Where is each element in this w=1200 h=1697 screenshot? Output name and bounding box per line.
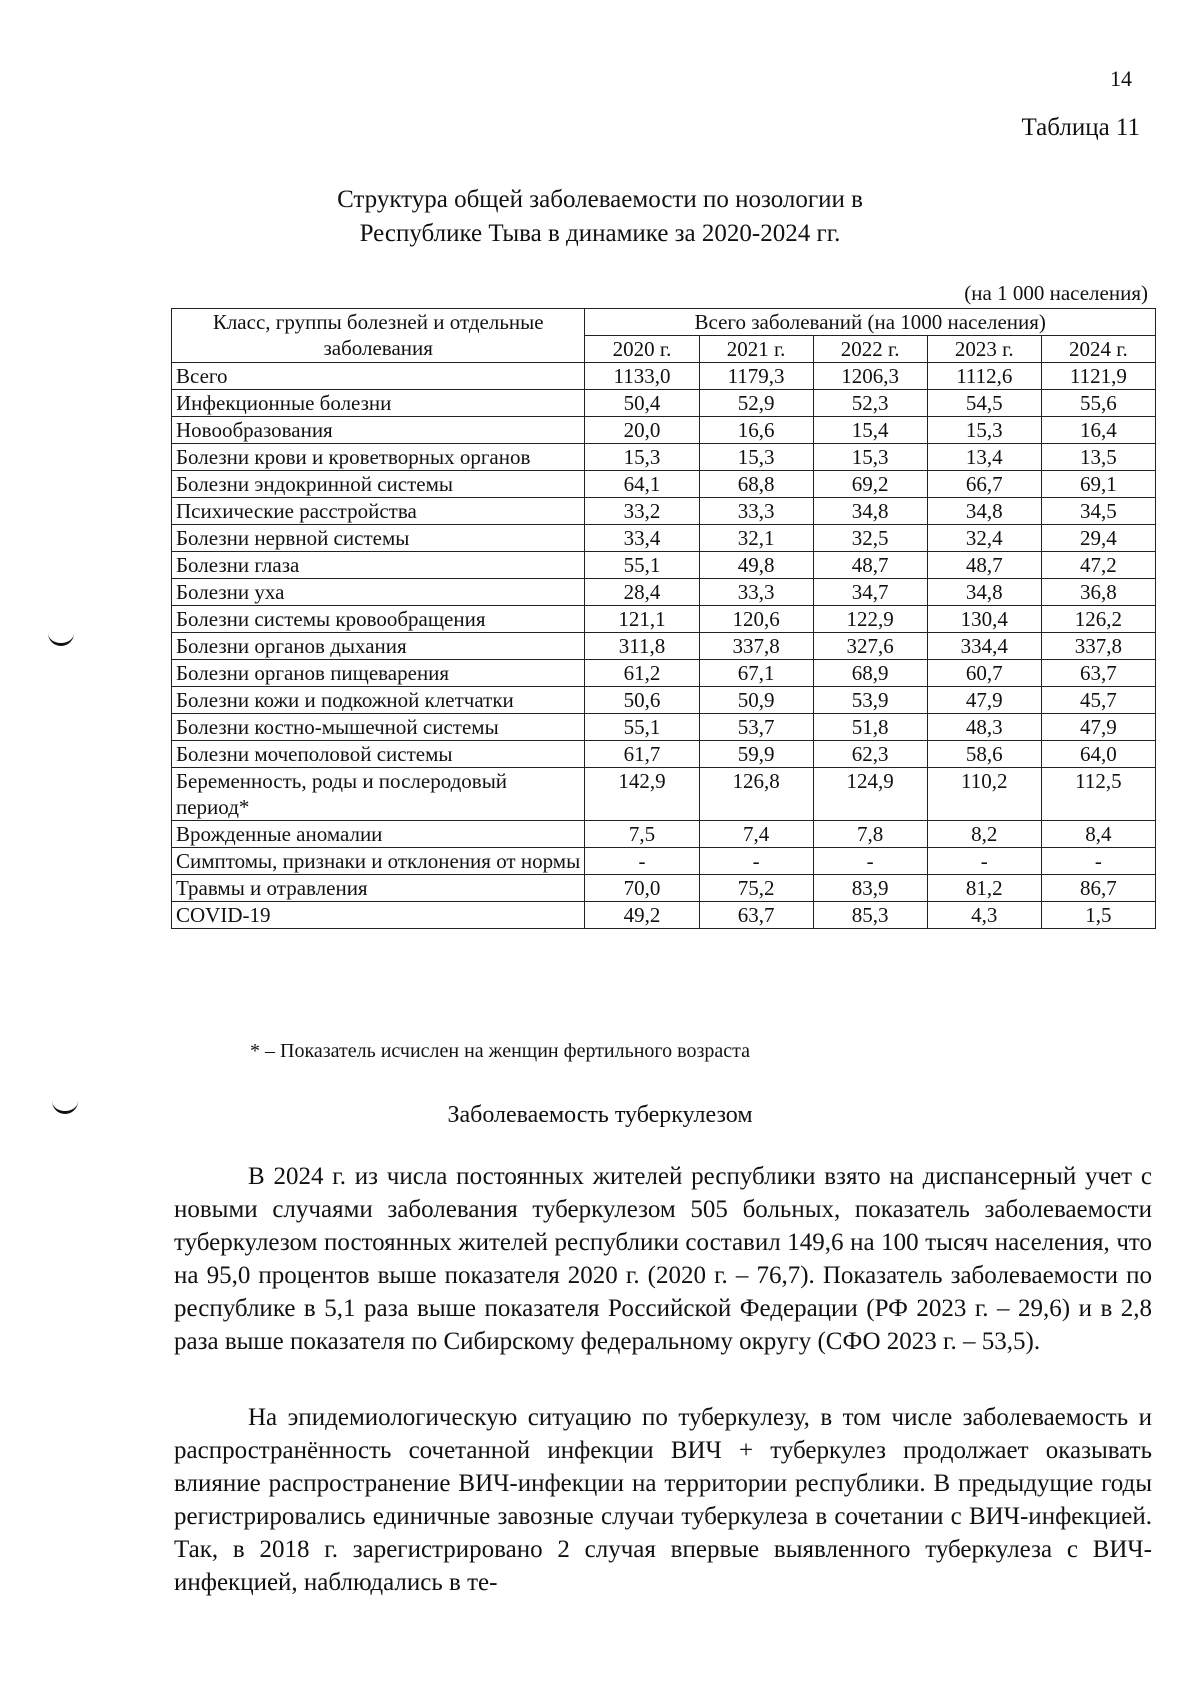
disease-class-cell: Симптомы, признаки и отклонения от нормы: [172, 848, 585, 875]
value-cell: 327,6: [813, 633, 927, 660]
value-cell: 34,8: [927, 579, 1041, 606]
value-cell: 62,3: [813, 741, 927, 768]
value-cell: 47,9: [1041, 714, 1155, 741]
disease-class-cell: Болезни кожи и подкожной клетчатки: [172, 687, 585, 714]
value-cell: 33,3: [699, 498, 813, 525]
paragraph: На эпидемиологическую ситуацию по туберкулезу, в том числе заболеваемость и распространённость сочетанной инфекции ВИЧ + туберкулез продолжает оказывать влияние распространение ВИЧ-инфекции на территории республики. В предыдущие годы регистрировались единичные завозные случаи туберкулеза в сочетании с ВИЧ-инфекцией. Так, в 2018 г. зарегистрировано 2 случая впервые выявленного туберкулеза с ВИЧ-инфекцией, наблюдались в те-: [174, 1404, 1152, 1596]
table-row: [172, 417, 1156, 444]
table-row: [172, 741, 1156, 768]
value-cell: 63,7: [699, 902, 813, 929]
value-cell: 51,8: [813, 714, 927, 741]
value-cell: 13,4: [927, 444, 1041, 471]
value-cell: 47,2: [1041, 552, 1155, 579]
group-header-cell: Всего заболеваний (на 1000 населения): [585, 309, 1156, 336]
table-row: [172, 606, 1156, 633]
year-header: 2023 г.: [927, 336, 1041, 363]
value-cell: 58,6: [927, 741, 1041, 768]
table-row: [172, 363, 1156, 390]
value-cell: 1112,6: [927, 363, 1041, 390]
value-cell: 337,8: [699, 633, 813, 660]
disease-class-cell: Болезни органов дыхания: [172, 633, 585, 660]
disease-class-cell: Болезни мочеполовой системы: [172, 741, 585, 768]
value-cell: 33,2: [585, 498, 699, 525]
value-cell: 64,1: [585, 471, 699, 498]
value-cell: 1121,9: [1041, 363, 1155, 390]
value-cell: 33,3: [699, 579, 813, 606]
value-cell: 337,8: [1041, 633, 1155, 660]
value-cell: 1179,3: [699, 363, 813, 390]
value-cell: 61,7: [585, 741, 699, 768]
value-cell: 15,3: [813, 444, 927, 471]
table-row: [172, 633, 1156, 660]
value-cell: 66,7: [927, 471, 1041, 498]
value-cell: 7,8: [813, 821, 927, 848]
table-row: [172, 552, 1156, 579]
value-cell: 32,5: [813, 525, 927, 552]
table-title: [0, 183, 1200, 251]
table-row: [172, 660, 1156, 687]
year-header: 2021 г.: [699, 336, 813, 363]
value-cell: 29,4: [1041, 525, 1155, 552]
value-cell: 13,5: [1041, 444, 1155, 471]
value-cell: 334,4: [927, 633, 1041, 660]
value-cell: 142,9: [585, 768, 699, 821]
value-cell: 1133,0: [585, 363, 699, 390]
disease-class-cell: Болезни глаза: [172, 552, 585, 579]
value-cell: 50,6: [585, 687, 699, 714]
value-cell: 112,5: [1041, 768, 1155, 821]
disease-class-cell: Новообразования: [172, 417, 585, 444]
value-cell: 53,9: [813, 687, 927, 714]
value-cell: 20,0: [585, 417, 699, 444]
value-cell: 16,6: [699, 417, 813, 444]
table-row: [172, 390, 1156, 417]
value-cell: 36,8: [1041, 579, 1155, 606]
year-header: 2024 г.: [1041, 336, 1155, 363]
value-cell: 124,9: [813, 768, 927, 821]
value-cell: 34,7: [813, 579, 927, 606]
value-cell: 68,9: [813, 660, 927, 687]
table-row: [172, 902, 1156, 929]
value-cell: 48,7: [927, 552, 1041, 579]
value-cell: 48,7: [813, 552, 927, 579]
value-cell: 33,4: [585, 525, 699, 552]
value-cell: -: [699, 848, 813, 875]
page-number: 14: [1110, 66, 1132, 91]
value-cell: 15,3: [585, 444, 699, 471]
value-cell: 130,4: [927, 606, 1041, 633]
value-cell: 55,1: [585, 714, 699, 741]
value-cell: 15,4: [813, 417, 927, 444]
disease-class-cell: Болезни системы кровообращения: [172, 606, 585, 633]
value-cell: 122,9: [813, 606, 927, 633]
value-cell: 8,4: [1041, 821, 1155, 848]
value-cell: 54,5: [927, 390, 1041, 417]
value-cell: 70,0: [585, 875, 699, 902]
disease-class-cell: Болезни нервной системы: [172, 525, 585, 552]
value-cell: 8,2: [927, 821, 1041, 848]
value-cell: 15,3: [927, 417, 1041, 444]
value-cell: 60,7: [927, 660, 1041, 687]
value-cell: 68,8: [699, 471, 813, 498]
value-cell: 55,1: [585, 552, 699, 579]
value-cell: 81,2: [927, 875, 1041, 902]
table-row: [172, 498, 1156, 525]
value-cell: 32,4: [927, 525, 1041, 552]
value-cell: 75,2: [699, 875, 813, 902]
value-cell: -: [585, 848, 699, 875]
table-row: [172, 579, 1156, 606]
value-cell: 48,3: [927, 714, 1041, 741]
value-cell: 85,3: [813, 902, 927, 929]
value-cell: 126,2: [1041, 606, 1155, 633]
margin-mark-1: [48, 633, 74, 646]
table-row: [172, 768, 1156, 821]
value-cell: 1,5: [1041, 902, 1155, 929]
disease-class-cell: Психические расстройства: [172, 498, 585, 525]
value-cell: -: [813, 848, 927, 875]
disease-class-cell: Инфекционные болезни: [172, 390, 585, 417]
value-cell: 50,4: [585, 390, 699, 417]
table-row: [172, 687, 1156, 714]
disease-class-cell: Болезни крови и кроветворных органов: [172, 444, 585, 471]
table-title-line-2: Республике Тыва в динамике за 2020-2024 гг.: [359, 220, 841, 247]
table-row: [172, 848, 1156, 875]
value-cell: 47,9: [927, 687, 1041, 714]
value-cell: 311,8: [585, 633, 699, 660]
value-cell: 52,3: [813, 390, 927, 417]
table-body: [172, 363, 1156, 929]
value-cell: -: [927, 848, 1041, 875]
value-cell: 86,7: [1041, 875, 1155, 902]
value-cell: 55,6: [1041, 390, 1155, 417]
value-cell: 59,9: [699, 741, 813, 768]
disease-class-cell: Травмы и отравления: [172, 875, 585, 902]
row-header-cell: Класс, группы болезней и отдельные заболевания: [172, 309, 585, 363]
value-cell: 16,4: [1041, 417, 1155, 444]
disease-class-cell: Болезни эндокринной системы: [172, 471, 585, 498]
value-cell: 52,9: [699, 390, 813, 417]
table-row: [172, 821, 1156, 848]
disease-class-cell: Врожденные аномалии: [172, 821, 585, 848]
value-cell: 34,5: [1041, 498, 1155, 525]
value-cell: 126,8: [699, 768, 813, 821]
value-cell: 61,2: [585, 660, 699, 687]
value-cell: 32,1: [699, 525, 813, 552]
value-cell: 49,2: [585, 902, 699, 929]
table-row: [172, 471, 1156, 498]
disease-class-cell: Болезни уха: [172, 579, 585, 606]
table-row: [172, 875, 1156, 902]
value-cell: 110,2: [927, 768, 1041, 821]
value-cell: 34,8: [813, 498, 927, 525]
value-cell: 7,4: [699, 821, 813, 848]
value-cell: 69,2: [813, 471, 927, 498]
value-cell: 69,1: [1041, 471, 1155, 498]
value-cell: 1206,3: [813, 363, 927, 390]
year-header: 2022 г.: [813, 336, 927, 363]
value-cell: 4,3: [927, 902, 1041, 929]
value-cell: 121,1: [585, 606, 699, 633]
value-cell: 67,1: [699, 660, 813, 687]
value-cell: 34,8: [927, 498, 1041, 525]
value-cell: 28,4: [585, 579, 699, 606]
units-note: (на 1 000 населения): [964, 281, 1148, 305]
value-cell: 64,0: [1041, 741, 1155, 768]
table-row: [172, 525, 1156, 552]
value-cell: 53,7: [699, 714, 813, 741]
table-header-row-1: [172, 309, 1156, 336]
footnote: * – Показатель исчислен на женщин фертильного возраста: [250, 1040, 750, 1062]
value-cell: 83,9: [813, 875, 927, 902]
value-cell: 7,5: [585, 821, 699, 848]
value-cell: 50,9: [699, 687, 813, 714]
value-cell: 15,3: [699, 444, 813, 471]
value-cell: 49,8: [699, 552, 813, 579]
value-cell: 63,7: [1041, 660, 1155, 687]
disease-class-cell: Болезни костно-мышечной системы: [172, 714, 585, 741]
value-cell: 45,7: [1041, 687, 1155, 714]
table-label: Таблица 11: [1021, 114, 1140, 141]
value-cell: -: [1041, 848, 1155, 875]
table-row: [172, 714, 1156, 741]
disease-class-cell: Болезни органов пищеварения: [172, 660, 585, 687]
disease-class-cell: COVID-19: [172, 902, 585, 929]
value-cell: 120,6: [699, 606, 813, 633]
table-row: [172, 444, 1156, 471]
disease-class-cell: Всего: [172, 363, 585, 390]
paragraph: В 2024 г. из числа постоянных жителей республики взято на диспансерный учет с новыми случаями заболевания туберкулезом 505 больных, показатель заболеваемости туберкулезом постоянных жителей республики составил 149,6 на 100 тысяч населения, что на 95,0 процентов выше показателя 2020 г. (2020 г. – 76,7). Показатель заболеваемости по республике в 5,1 раза выше показателя Российской Федерации (РФ 2023 г. – 29,6) и в 2,8 раза выше показателя по Сибирскому федеральному округу (СФО 2023 г. – 53,5).: [174, 1163, 1152, 1355]
morbidity-table: [171, 308, 1156, 929]
section-heading: Заболеваемость туберкулезом: [447, 1102, 753, 1128]
table-title-line-1: Структура общей заболеваемости по нозологии в: [337, 186, 863, 213]
disease-class-cell: Беременность, роды и послеродовый период*: [172, 768, 585, 821]
year-header: 2020 г.: [585, 336, 699, 363]
